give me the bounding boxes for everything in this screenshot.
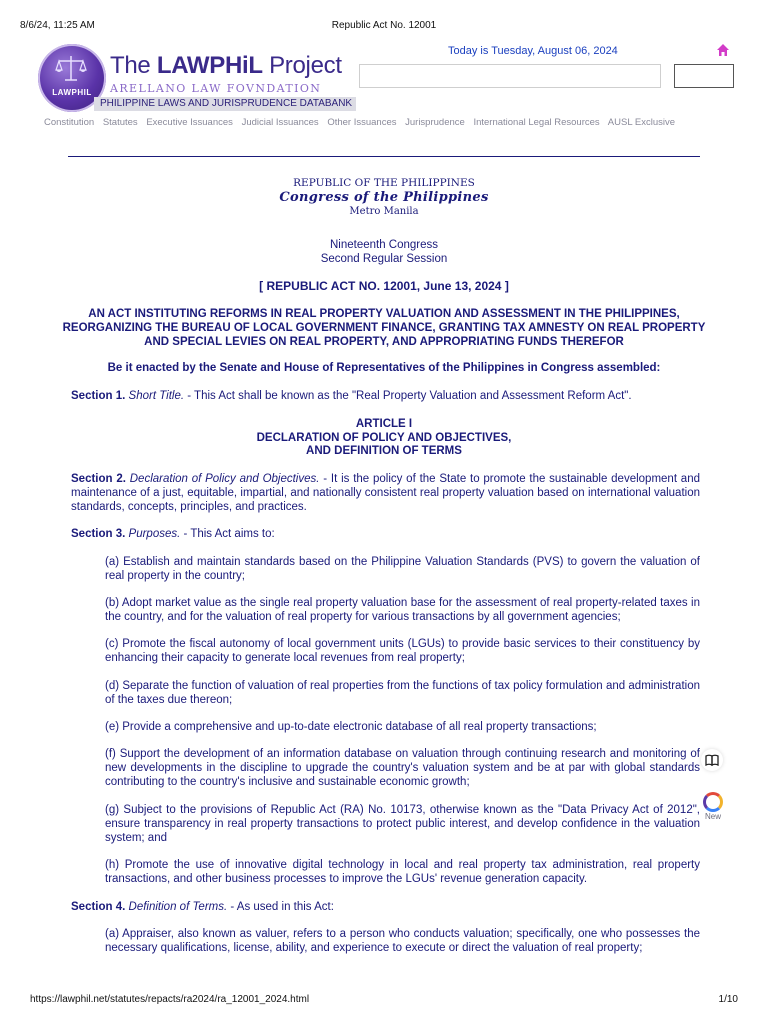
search-button[interactable] bbox=[674, 64, 734, 88]
article-title-line-1: DECLARATION OF POLICY AND OBJECTIVES, bbox=[256, 431, 512, 444]
new-feature-button[interactable] bbox=[700, 792, 726, 822]
section-1 bbox=[71, 389, 700, 403]
metro-line: Metro Manila bbox=[349, 206, 419, 217]
new-label: New bbox=[704, 812, 721, 821]
section-1-label: Section 1. bbox=[71, 390, 126, 402]
section-3-title: Purposes. bbox=[128, 528, 181, 540]
section-2-text: - It is the policy of the State to promote the sustainable development and maintenance of a just, equitable, impartial, and nationally consistent real property valuation based on international valuation standards, concepts, principles, and practices. bbox=[71, 473, 700, 513]
site-name bbox=[110, 52, 342, 80]
congress-name: Congress of the Philippines bbox=[279, 190, 489, 205]
section-1-text: - This Act shall be known as the "Real Property Valuation and Assessment Reform Act". bbox=[184, 390, 632, 402]
section-3-item-g: (g) Subject to the provisions of Republic Act (RA) No. 10173, otherwise known as the "Data Privacy Act of 2012", ensure transparency in real property transactions to protect public interest, and develop confidence in the valuation system; and bbox=[105, 804, 700, 844]
reader-book-button[interactable] bbox=[701, 749, 723, 771]
act-title: AN ACT INSTITUTING REFORMS IN REAL PROPERTY VALUATION AND ASSESSMENT IN THE PHILIPPINES, REORGANIZING THE BUREAU OF LOCAL GOVERNMENT FINANCE, GRANTING TAX AMNESTY ON REAL PROPERTY AND SPECIAL LEVIES ON REAL PROPERTY, AND APPROPRIATING FUNDS THEREFOR bbox=[62, 308, 706, 348]
section-2 bbox=[71, 472, 700, 514]
section-3-label: Section 3. bbox=[71, 528, 126, 540]
print-url: https://lawphil.net/statutes/repacts/ra2024/ra_12001_2024.html bbox=[30, 994, 310, 1005]
divider bbox=[68, 156, 700, 157]
nav-judicial-issuances[interactable]: Judicial Issuances bbox=[241, 117, 319, 128]
databank-band: PHILIPPINE LAWS AND JURISPRUDENCE DATABANK bbox=[94, 97, 356, 111]
scales-of-justice-icon bbox=[55, 54, 87, 84]
nav-executive-issuances[interactable]: Executive Issuances bbox=[146, 117, 233, 128]
section-4-label: Section 4. bbox=[71, 901, 126, 913]
site-name-the: The bbox=[110, 52, 157, 79]
print-datetime: 8/6/24, 11:25 AM bbox=[20, 20, 95, 31]
article-heading bbox=[60, 418, 708, 459]
book-icon bbox=[701, 749, 723, 771]
print-page-number: 1/10 bbox=[718, 994, 738, 1005]
section-4-text: - As used in this Act: bbox=[227, 901, 334, 913]
article-number: ARTICLE I bbox=[355, 418, 413, 430]
nav-statutes[interactable]: Statutes bbox=[102, 117, 138, 128]
republic-line: REPUBLIC OF THE PHILIPPINES bbox=[293, 177, 475, 189]
print-title: Republic Act No. 12001 bbox=[331, 20, 437, 31]
congress-number: Nineteenth Congress bbox=[329, 239, 439, 251]
nav-constitution[interactable]: Constitution bbox=[44, 117, 95, 128]
section-3-item-f: (f) Support the development of an information database on valuation through continuing research and monitoring of new developments in the discipline to upgrade the country's valuation system and be at par with global standards contributing to the country's inclusive and sustainable economic growth; bbox=[105, 748, 700, 788]
section-3-item-d: (d) Separate the function of valuation of real properties from the functions of tax policy formulation and administration of the taxes due thereon; bbox=[105, 680, 700, 706]
ra-heading: [ REPUBLIC ACT NO. 12001, June 13, 2024 ] bbox=[259, 279, 509, 293]
enacting-clause: Be it enacted by the Senate and House of Representatives of the Philippines in Congress assembled: bbox=[107, 362, 661, 374]
seal-text: LAWPHIL bbox=[52, 88, 92, 97]
nav-international-legal-resources[interactable]: International Legal Resources bbox=[473, 117, 600, 128]
section-4 bbox=[71, 900, 700, 914]
section-3-item-c: (c) Promote the fiscal autonomy of local government units (LGUs) to provide basic services to their constituency by enhancing their capacity to generate local revenues from real property; bbox=[105, 638, 700, 664]
today-date: Today is Tuesday, August 06, 2024 bbox=[448, 45, 618, 57]
print-header bbox=[20, 20, 748, 32]
site-name-brand: LAWPHiL bbox=[156, 52, 263, 79]
section-1-title: Short Title. bbox=[128, 390, 185, 402]
lawphil-logo[interactable] bbox=[38, 42, 358, 114]
site-name-project: Project bbox=[262, 52, 342, 79]
section-3-item-h: (h) Promote the use of innovative digital technology in local and real property tax administration, real property transactions, and other business processes to improve the LGUs' revenue generation capacity. bbox=[105, 859, 700, 885]
home-icon[interactable] bbox=[716, 43, 730, 57]
section-3-text: - This Act aims to: bbox=[180, 528, 275, 540]
section-2-label: Section 2. bbox=[71, 473, 126, 485]
foundation-name: ARELLANO LAW FOVNDATION bbox=[110, 82, 322, 95]
section-4-title: Definition of Terms. bbox=[128, 901, 228, 913]
section-4-item-a: (a) Appraiser, also known as valuer, refers to a person who conducts valuation; specifically, one who possesses the necessary qualifications, license, ability, and experience to execute or direct the valuation of real property; bbox=[105, 928, 700, 954]
new-feature-icon bbox=[703, 792, 723, 812]
search-input[interactable] bbox=[359, 64, 661, 88]
article-title-line-2: AND DEFINITION OF TERMS bbox=[306, 445, 462, 457]
session-line: Second Regular Session bbox=[320, 253, 448, 265]
section-3 bbox=[71, 527, 700, 541]
section-3-item-e: (e) Provide a comprehensive and up-to-date electronic database of all real property transactions; bbox=[105, 721, 597, 733]
section-3-item-b: (b) Adopt market value as the single real property valuation base for the assessment of real property-related taxes in the country, and for the valuation of real property for various transactions by all government agencies; bbox=[105, 597, 700, 623]
main-nav bbox=[44, 117, 681, 128]
section-3-item-a: (a) Establish and maintain standards based on the Philippine Valuation Standards (PVS) to govern the valuation of real property in the country; bbox=[105, 556, 700, 582]
nav-other-issuances[interactable]: Other Issuances bbox=[327, 117, 397, 128]
nav-ausl-exclusive[interactable]: AUSL Exclusive bbox=[607, 117, 676, 128]
section-2-title: Declaration of Policy and Objectives. bbox=[129, 473, 320, 485]
nav-jurisprudence[interactable]: Jurisprudence bbox=[405, 117, 465, 128]
